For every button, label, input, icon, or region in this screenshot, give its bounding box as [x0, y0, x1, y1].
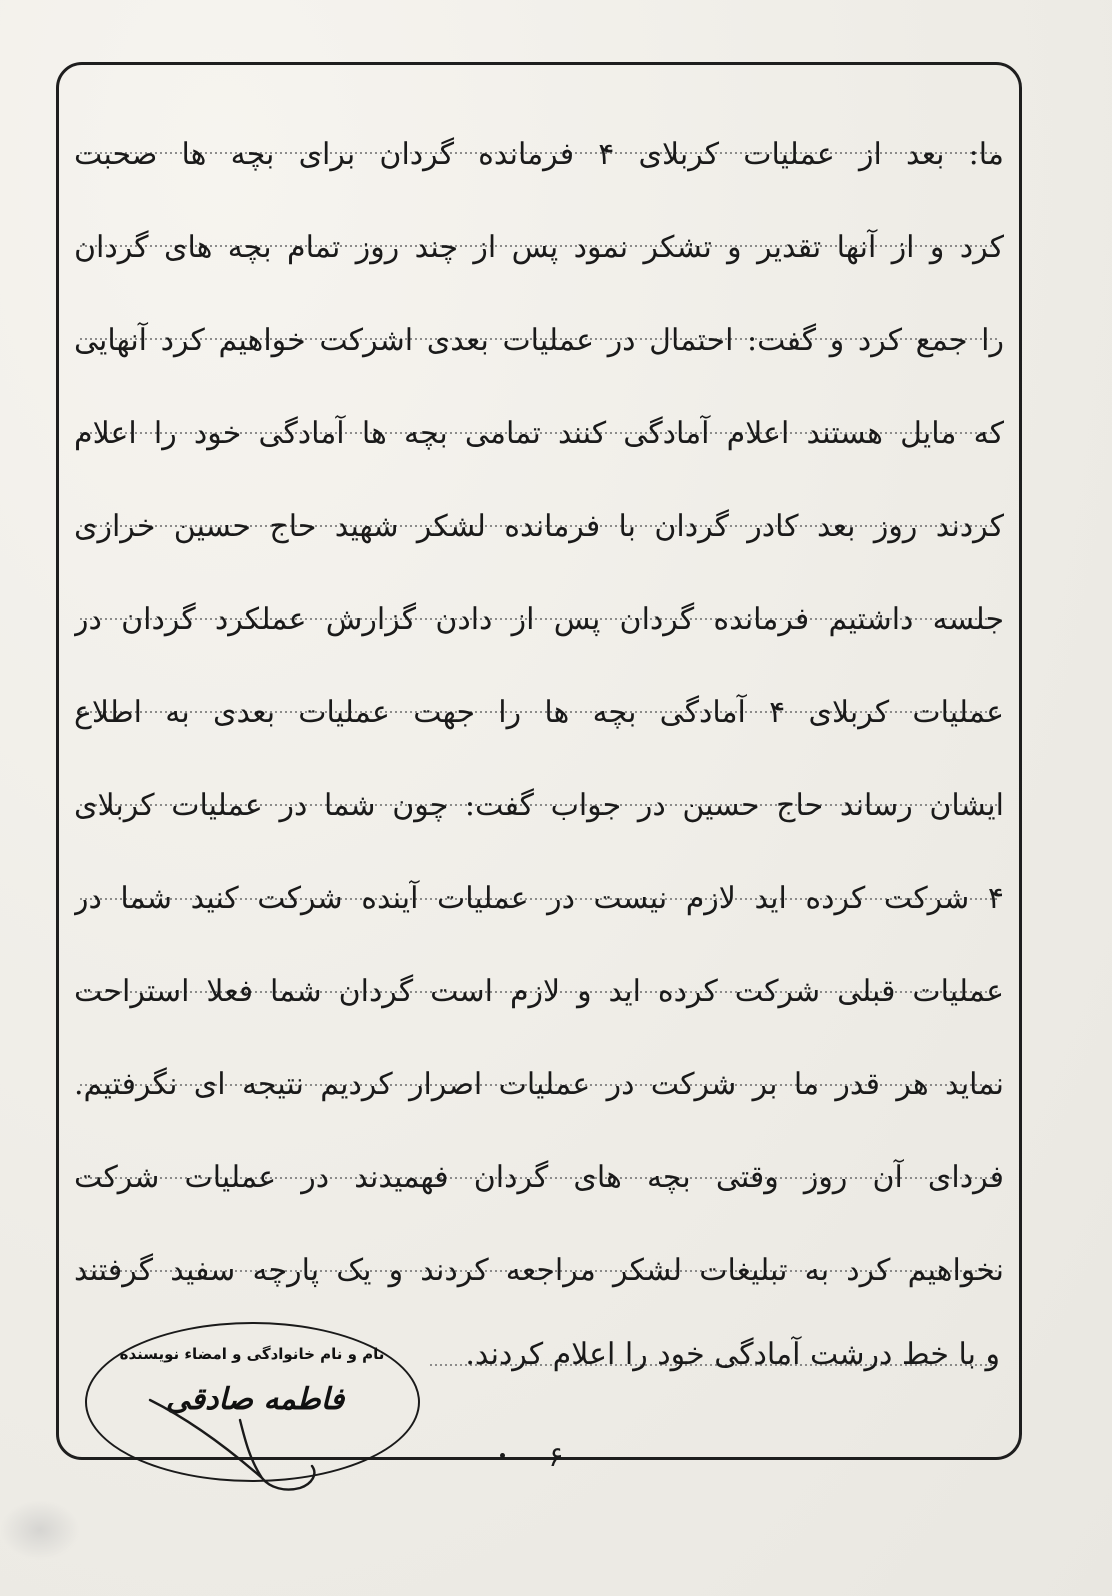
text-line-2: کرد و از آنها تقدیر و تشکر نمود پس از چند روز تمام بچه های گردان: [74, 230, 1004, 265]
text-line-5: کردند روز بعد کادر گردان با فرمانده لشکر شهید حاج حسین خرازی: [74, 509, 1004, 544]
text-line-3: را جمع کرد و گفت: احتمال در عملیات بعدی اشرکت خواهیم کرد آنهایی: [74, 323, 1004, 358]
text-line-6: جلسه داشتیم فرمانده گردان پس از دادن گزارش عملکرد گردان در: [74, 602, 1004, 637]
text-line-13: نخواهیم کرد به تبلیغات لشکر مراجعه کردند و یک پارچه سفید گرفتند: [74, 1253, 1004, 1288]
paper-smudge: [0, 1500, 80, 1560]
text-line-9: ۴ شرکت کرده اید لازم نیست در عملیات آینده شرکت کنید شما در: [74, 881, 1004, 916]
text-line-12: فردای آن روز وقتی بچه های گردان فهمیدند در عملیات شرکت: [74, 1160, 1004, 1195]
author-handwritten-name: فاطمه صادقی: [165, 1382, 345, 1417]
text-line-11: نماید هر قدر ما بر شرکت در عملیات اصرار کردیم نتیجه ای نگرفتیم.: [74, 1067, 1004, 1102]
text-line-1: ما: بعد از عملیات کربلای ۴ فرمانده گردان برای بچه ها صحبت: [74, 137, 1004, 172]
text-line-10: عملیات قبلی شرکت کرده اید و لازم است گردان شما فعلا استراحت: [74, 974, 1004, 1009]
text-line-final: و با خط درشت آمادگی خود را اعلام کردند.: [465, 1337, 1000, 1372]
author-name-signature-label: نام و نام خانوادگی و امضاء نویسنده: [119, 1345, 385, 1363]
page-number: ۶: [548, 1440, 564, 1473]
text-line-8: ایشان رساند حاج حسین در جواب گفت: چون شما در عملیات کربلای: [74, 788, 1004, 823]
text-line-4: که مایل هستند اعلام آمادگی کنند تمامی بچه ها آمادگی خود را اعلام: [74, 416, 1004, 451]
text-line-7: عملیات کربلای ۴ آمادگی بچه ها را جهت عملیات بعدی به اطلاع: [74, 695, 1004, 730]
footer-dot: [500, 1453, 505, 1458]
